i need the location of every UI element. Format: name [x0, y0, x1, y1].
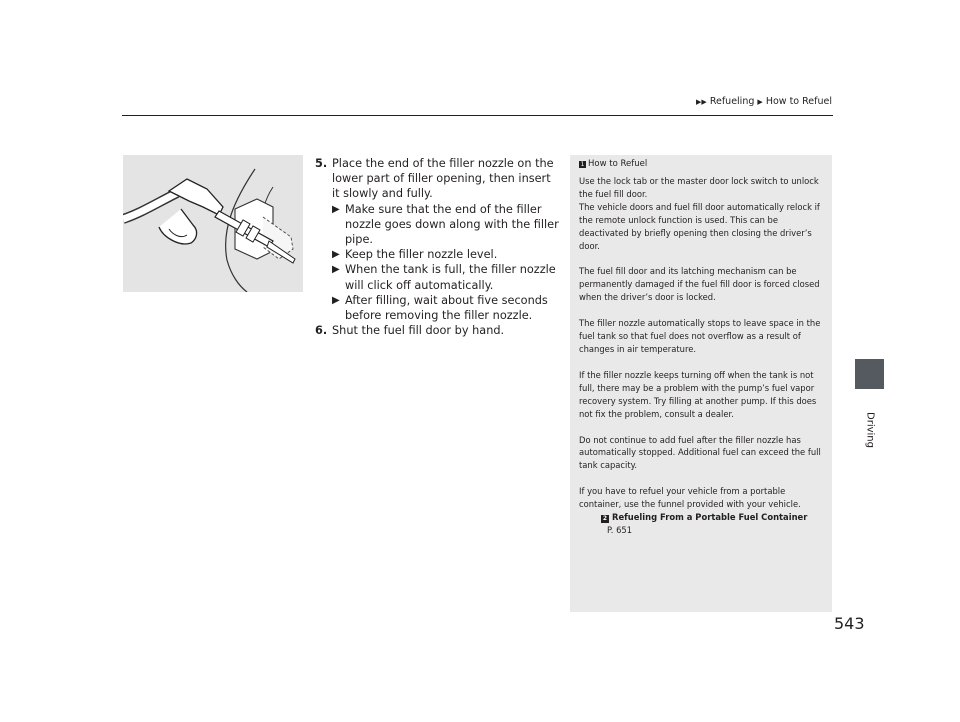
note-body: [579, 175, 827, 537]
note-paragraph: Use the lock tab or the master door lock switch to unlock the fuel fill door. The vehicle doors and fuel fill door automatically relock if the remote unlock function is used. This can be deactivated by briefly opening then closing the driver’s door.: [579, 176, 820, 251]
bullet-text: Make sure that the end of the filler nozzle goes down along with the filler pipe.: [345, 202, 559, 247]
cross-reference-text[interactable]: Refueling From a Portable Fuel Container: [612, 512, 808, 523]
section-tab-marker: [855, 359, 884, 389]
refuel-steps: [315, 156, 560, 338]
note-marker-icon: 1: [580, 161, 585, 168]
step-5: [315, 156, 560, 202]
arrow-icon: ▶: [332, 294, 340, 306]
note-paragraph: The filler nozzle automatically stops to leave space in the fuel tank so that fuel does not overflow as a result of changes in air temperature.: [579, 318, 821, 354]
cross-reference-link[interactable]: [579, 511, 827, 524]
step-text: Shut the fuel fill door by hand.: [332, 324, 505, 338]
bullet-text: Keep the filler nozzle level.: [345, 248, 498, 262]
breadcrumb-page[interactable]: How to Refuel: [765, 96, 832, 107]
bullet-text: After filling, wait about five seconds before removing the filler nozzle.: [345, 293, 548, 323]
filler-nozzle-illustration: [123, 155, 303, 292]
note-heading: [579, 159, 647, 169]
bullet-text: When the tank is full, the filler nozzle will click off automatically.: [345, 263, 556, 292]
note-paragraph: If the filler nozzle keeps turning off when the tank is not full, there may be a problem with the pump’s fuel vapor recovery system. Try filling at another pump. If this does not fix the problem, consult a dealer.: [579, 369, 817, 419]
step-number: 5.: [315, 157, 328, 170]
header-rule: [122, 115, 833, 116]
step-5-bullet: [315, 293, 560, 323]
section-tab-label: Driving: [864, 412, 876, 448]
note-paragraph: The fuel fill door and its latching mechanism can be permanently damaged if the fuel fill door is forced closed when the driver’s door is locked.: [579, 266, 820, 303]
breadcrumb-section[interactable]: Refueling: [709, 96, 755, 107]
cross-reference-page[interactable]: P. 651: [607, 524, 633, 535]
side-note-panel: [570, 155, 832, 612]
step-text: Place the end of the filler nozzle on the lower part of filler opening, then insert it slowly and fully.: [332, 157, 554, 201]
step-5-bullet: [315, 247, 560, 262]
arrow-icon: ▶: [332, 203, 340, 215]
reference-arrow-icon: 2: [602, 515, 608, 523]
step-5-bullet: [315, 202, 560, 248]
arrow-icon: ▶: [332, 264, 340, 276]
step-6: [315, 323, 560, 338]
note-paragraph: If you have to refuel your vehicle from a portable container, use the funnel provided with your vehicle.: [579, 486, 801, 510]
breadcrumb-arrow-icon: ▶: [757, 98, 763, 106]
note-heading-text: How to Refuel: [588, 159, 648, 169]
step-5-bullet: [315, 262, 560, 292]
arrow-icon: ▶: [332, 249, 340, 261]
note-paragraph: Do not continue to add fuel after the filler nozzle has automatically stopped. Additional fuel can exceed the full tank capacity.: [579, 434, 821, 471]
breadcrumb-arrow-icon: ▶▶: [696, 98, 707, 106]
page-number: 543: [834, 614, 865, 633]
step-number: 6.: [315, 324, 328, 338]
breadcrumb: [696, 96, 832, 107]
